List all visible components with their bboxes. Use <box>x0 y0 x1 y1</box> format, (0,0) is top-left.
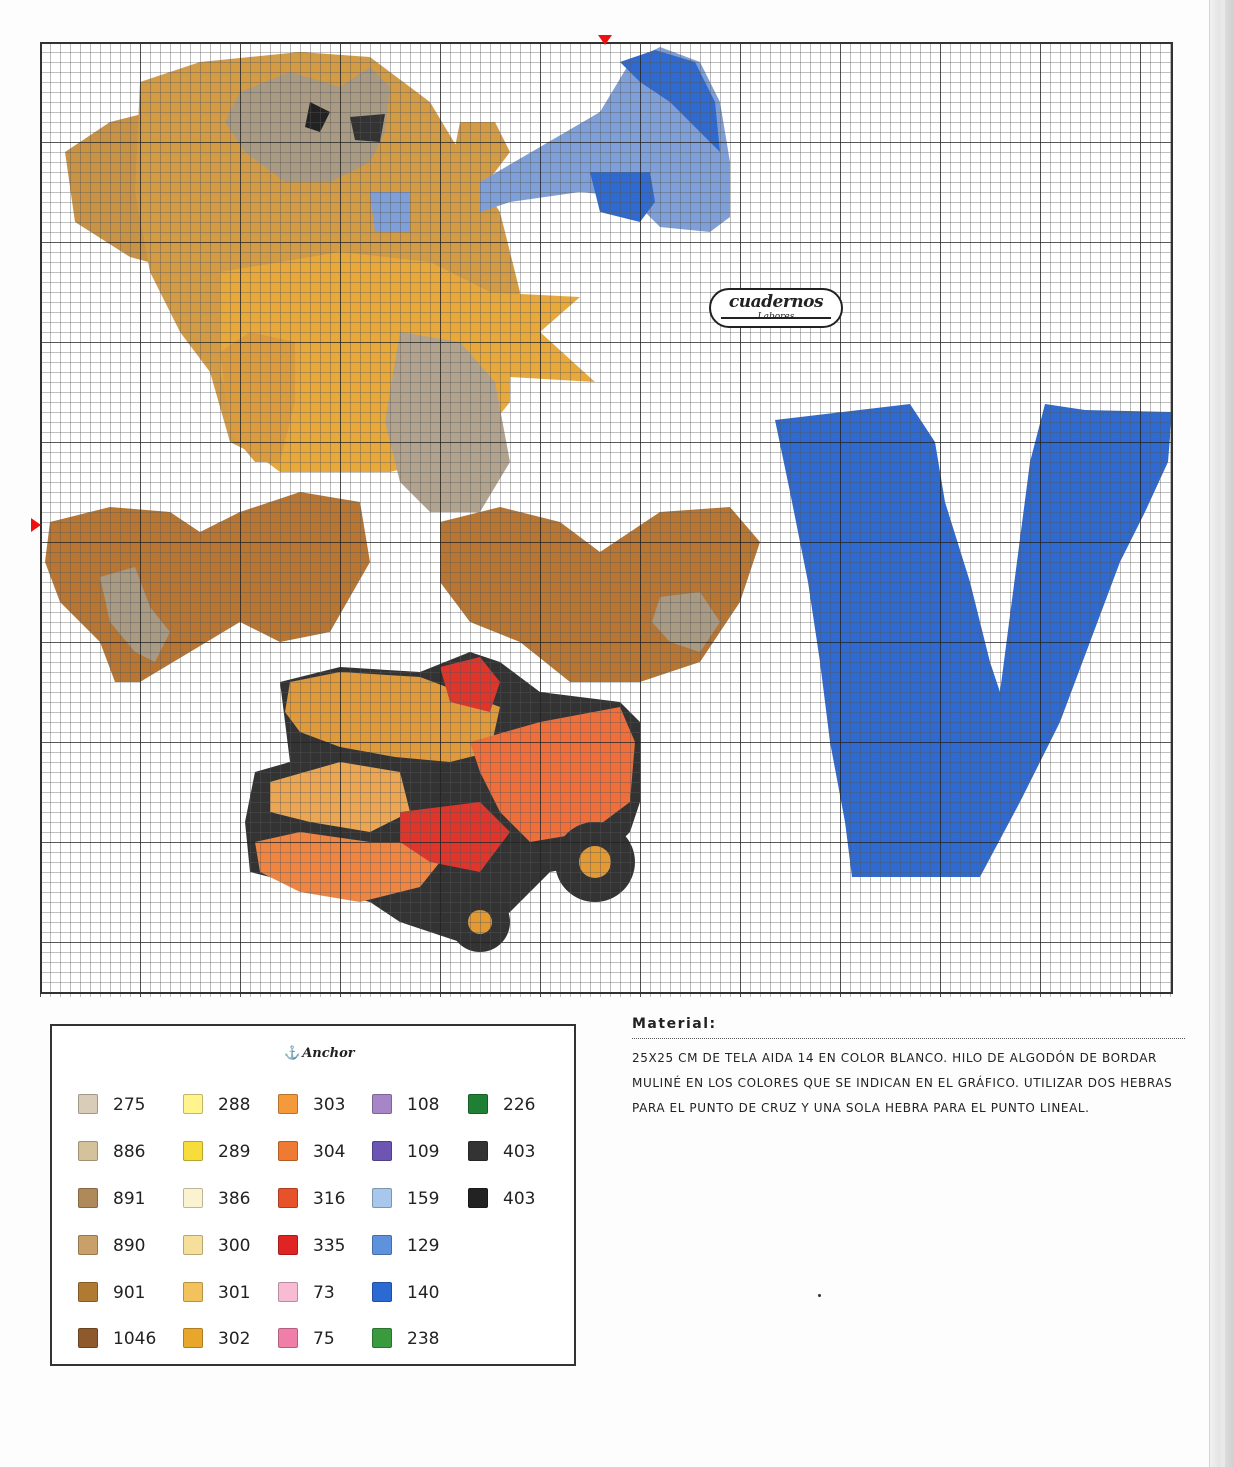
dash-mark-icon <box>183 1235 203 1255</box>
legend-code: 109 <box>407 1142 440 1162</box>
lean-mark-icon <box>372 1094 392 1114</box>
legend-code: 386 <box>218 1189 251 1209</box>
page-edge <box>1209 0 1234 1467</box>
legend-code: 403 <box>503 1142 536 1162</box>
ring-mark-icon <box>78 1141 98 1161</box>
legend-code: 129 <box>407 1236 440 1256</box>
legend-code: 238 <box>407 1329 440 1349</box>
dash-mark-icon <box>278 1328 298 1348</box>
cross-mark-icon <box>278 1235 298 1255</box>
tick-mark-icon <box>278 1141 298 1161</box>
dot-mark-icon <box>183 1094 203 1114</box>
legend-code: 890 <box>113 1236 146 1256</box>
center-marker-top-icon <box>598 35 612 45</box>
legend-code: 288 <box>218 1095 251 1115</box>
legend-code: 289 <box>218 1142 251 1162</box>
lean-mark-icon <box>78 1094 98 1114</box>
bar-mark-icon <box>468 1094 488 1114</box>
legend-code: 302 <box>218 1329 251 1349</box>
n-mark-icon <box>372 1188 392 1208</box>
publisher-logo <box>709 288 843 328</box>
block-mark-icon <box>78 1235 98 1255</box>
lean-mark-icon <box>278 1188 298 1208</box>
legend-code: 316 <box>313 1189 346 1209</box>
caret-mark-icon <box>183 1188 203 1208</box>
legend-brand-label: Anchor <box>302 1046 355 1061</box>
legend-brand <box>284 1046 355 1061</box>
logo-text: cuadernos <box>728 292 824 312</box>
material-divider <box>632 1038 1185 1039</box>
legend-code: 886 <box>113 1142 146 1162</box>
legend-code: 140 <box>407 1283 440 1303</box>
tick-mark-icon <box>183 1282 203 1302</box>
anchor-icon: ⚓ <box>284 1046 301 1061</box>
dot-mark-icon <box>278 1282 298 1302</box>
legend-code: 275 <box>113 1095 146 1115</box>
print-speck <box>818 1294 821 1297</box>
material-title: Material: <box>632 1016 717 1032</box>
legend-code: 335 <box>313 1236 346 1256</box>
legend-code: 304 <box>313 1142 346 1162</box>
material-text: 25X25 CM DE TELA AIDA 14 EN COLOR BLANCO. HILO DE ALGODÓN DE BORDAR MULINÉ EN LOS COLORES QUE SE INDICAN EN EL GRÁFICO. UTILIZAR DOS HEBRAS PARA EL PUNTO DE CRUZ Y UNA SOLA HEBRA PARA EL PUNTO LINEAL. <box>632 1051 1173 1115</box>
legend-code: 1046 <box>113 1329 157 1349</box>
legend-code: 300 <box>218 1236 251 1256</box>
plus-mark-icon <box>372 1282 392 1302</box>
legend-code: 159 <box>407 1189 440 1209</box>
z-mark-icon <box>372 1141 392 1161</box>
legend-code: 75 <box>313 1329 335 1349</box>
l-mark-icon <box>372 1328 392 1348</box>
legend-code: 901 <box>113 1283 146 1303</box>
thread-legend <box>50 1024 576 1366</box>
legend-code: 108 <box>407 1095 440 1115</box>
wave-mark-icon <box>468 1141 488 1161</box>
legend-code: 303 <box>313 1095 346 1115</box>
legend-code: 891 <box>113 1189 146 1209</box>
legend-code: 73 <box>313 1283 335 1303</box>
plus-mark-icon <box>183 1328 203 1348</box>
line-mark-icon <box>468 1188 488 1208</box>
legend-code: 226 <box>503 1095 536 1115</box>
cross-stitch-chart <box>40 42 1173 997</box>
caret-mark-icon <box>78 1188 98 1208</box>
legend-code: 403 <box>503 1189 536 1209</box>
fill-mark-icon <box>78 1328 98 1348</box>
material-section <box>632 1016 1185 1121</box>
dot-mark-icon <box>78 1282 98 1302</box>
caret-mark-icon <box>183 1141 203 1161</box>
center-marker-left-icon <box>31 518 41 532</box>
legend-code: 301 <box>218 1283 251 1303</box>
lean-mark-icon <box>372 1235 392 1255</box>
lean-mark-icon <box>278 1094 298 1114</box>
